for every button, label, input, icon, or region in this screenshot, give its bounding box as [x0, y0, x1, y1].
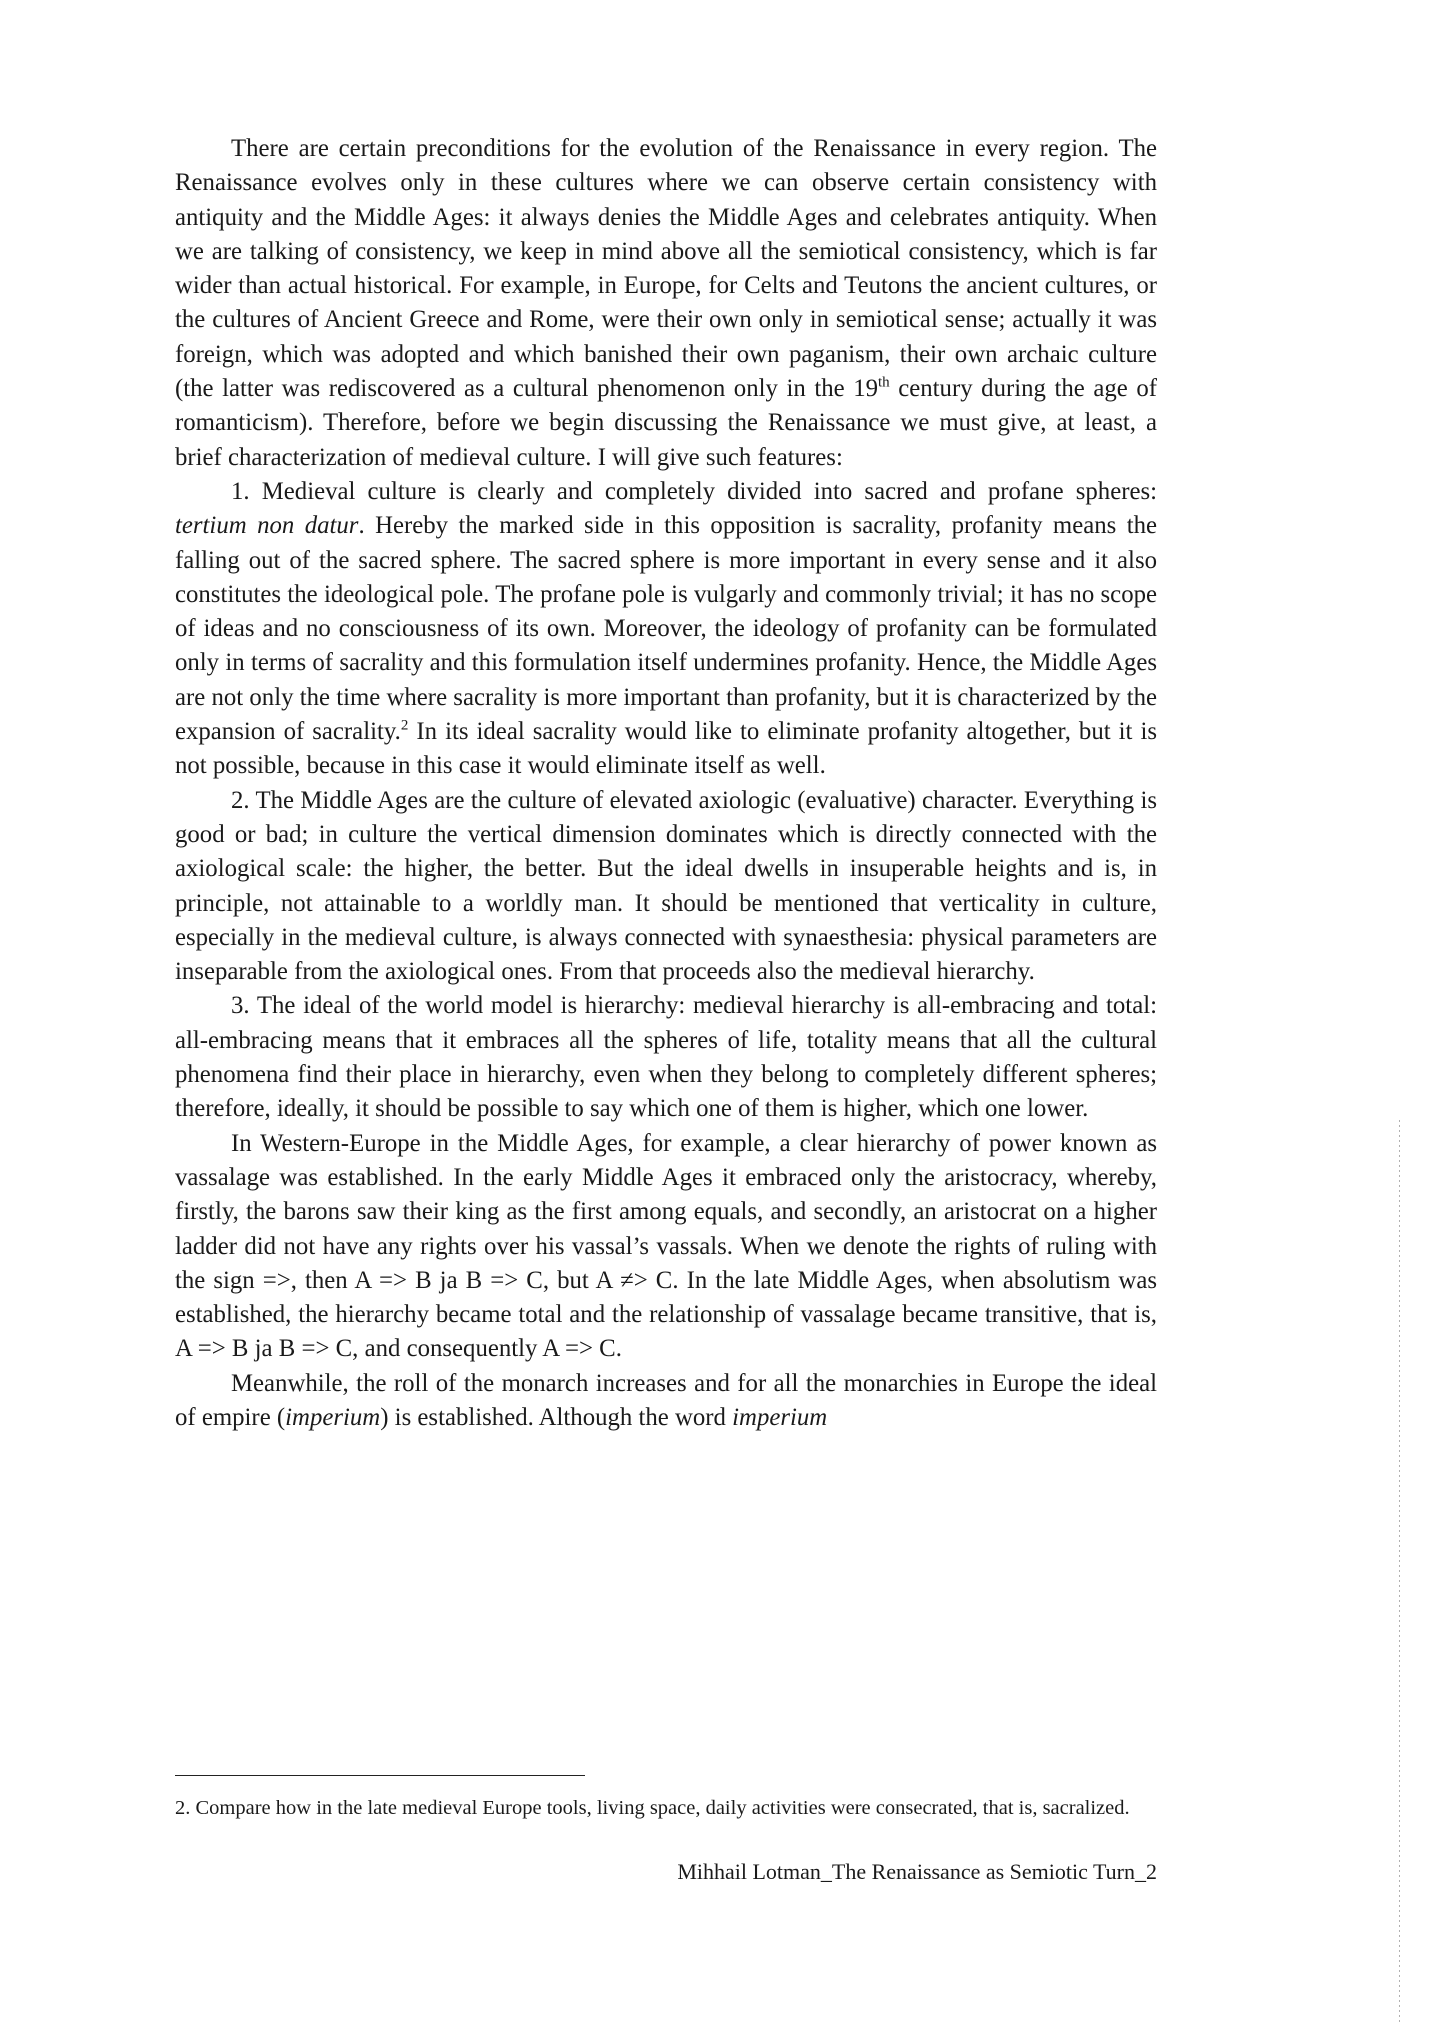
paragraph-vassalage: [175, 1127, 1157, 1367]
scan-edge-mark: [1399, 1120, 1400, 2024]
italic-term: imperium: [732, 1403, 828, 1431]
italic-term: imperium: [285, 1403, 381, 1431]
italic-term: tertium non datur: [175, 512, 359, 540]
text-run: 1. Medieval culture is clearly and completely divided into sacred and profane spheres:: [231, 477, 1157, 505]
text-run: . Hereby the marked side in this opposition is sacrality, profanity means the falling out of the sacred sphere. The sacred sphere is more important in every sense and it also constitutes the ideological pole. The profane pole is vulgarly and commonly trivial; it has no scope of ideas and no consciousness of its own. Moreover, the ideology of profanity can be formulated only in terms of sacrality and this formulation itself undermines profanity. Hence, the Middle Ages are not only the time where sacrality is more important than profanity, but it is characterized by the expansion of sacrality.: [175, 512, 1157, 746]
body-text: [175, 132, 1157, 1435]
superscript: th: [878, 374, 890, 391]
superscript: 2: [400, 717, 409, 734]
paragraph-intro: [175, 132, 1157, 475]
paragraph-feature-2: [175, 784, 1157, 990]
text-run: There are certain preconditions for the evolution of the Renaissance in every region. The Renaissance evolves only in these cultures where we can observe certain consistency with antiquity and the Middle Ages: it always denies the Middle Ages and celebrates antiquity. When we are talking of consistency, we keep in mind above all the semiotical consistency, which is far wider than actual historical. For example, in Europe, for Celts and Teutons the ancient cultures, or the cultures of Ancient Greece and Rome, were their own only in semiotical sense; actually it was foreign, which was adopted and which banished their own paganism, their own archaic culture (the latter was rediscovered as a cultural phenomenon only in the 19: [175, 135, 1157, 403]
text-run: ) is established. Although the word: [380, 1403, 733, 1431]
text-run: Meanwhile, the roll of the monarch increases and for all the monarchies in Europe the ideal of empire (: [175, 1369, 1157, 1431]
paragraph-feature-3: [175, 989, 1157, 1126]
running-footer: Mihhail Lotman_The Renaissance as Semiotic Turn_2: [677, 1859, 1157, 1884]
text-run: 3. The ideal of the world model is hierarchy: medieval hierarchy is all-embracing and total: all-embracing means that it embraces all the spheres of life, totality means that all the cultural phenomena find their place in hierarchy, even when they belong to completely different spheres; therefore, ideally, it should be possible to say which one of them is higher, which one lower.: [175, 992, 1157, 1123]
footnote-separator: [175, 1775, 585, 1776]
paragraph-monarch: [175, 1367, 1157, 1436]
text-run: In its ideal sacrality would like to eliminate profanity altogether, but it is not possible, because in this case it would eliminate itself as well.: [175, 718, 1157, 780]
text-run: century during the age of romanticism). Therefore, before we begin discussing the Renaissance we must give, at least, a brief characterization of medieval culture. I will give such features:: [175, 375, 1157, 471]
text-run: 2. The Middle Ages are the culture of elevated axiologic (evaluative) character. Everything is good or bad; in culture the vertical dimension dominates which is directly connected with the axiological scale: the higher, the better. But the ideal dwells in insuperable heights and is, in principle, not attainable to a worldly man. It should be mentioned that verticality in culture, especially in the medieval culture, is always connected with synaesthesia: physical parameters are inseparable from the axiological ones. From that proceeds also the medieval hierarchy.: [175, 786, 1157, 986]
footnote-2: 2. Compare how in the late medieval Europe tools, living space, daily activities were consecrated, that is, sacralized.: [175, 1797, 1130, 1819]
paragraph-feature-1: [175, 475, 1157, 784]
text-run: In Western-Europe in the Middle Ages, for example, a clear hierarchy of power known as vassalage was established. In the early Middle Ages it embraced only the aristocracy, whereby, firstly, the barons saw their king as the first among equals, and secondly, an aristocrat on a higher ladder did not have any rights over his vassal’s vassals. When we denote the rights of ruling with the sign =>, then A => B ja B => C, but A ≠> C. In the late Middle Ages, when absolutism was established, the hierarchy became total and the relationship of vassalage became transitive, that is, A => B ja B => C, and consequently A => C.: [175, 1129, 1157, 1363]
